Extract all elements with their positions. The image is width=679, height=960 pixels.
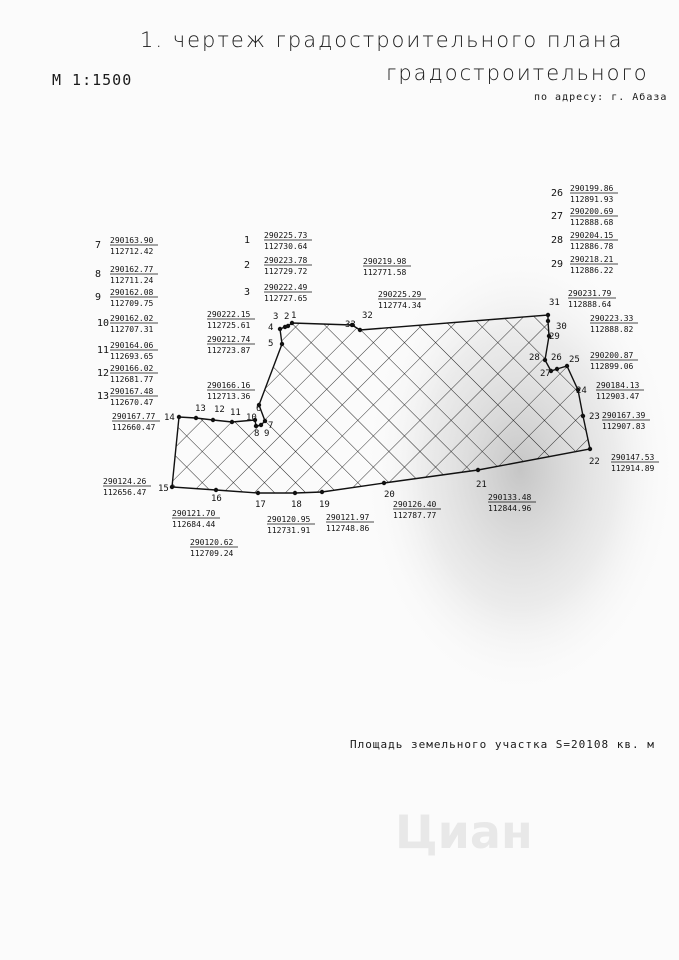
- vertex-point: [211, 418, 215, 422]
- vertex-point: [256, 491, 260, 495]
- coord-x: 290163.90: [110, 236, 154, 245]
- coord-y: 112713.36: [207, 392, 251, 401]
- vertex-number: 3: [273, 312, 279, 322]
- coord-x: 290167.77: [112, 412, 156, 421]
- vertex-point: [254, 424, 258, 428]
- coordinate-point-number: 13: [97, 391, 110, 402]
- coordinate-point-number: 8: [95, 269, 102, 280]
- vertex-number: 24: [576, 386, 587, 396]
- vertex-number: 9: [264, 429, 270, 439]
- vertex-number: 22: [589, 457, 600, 467]
- vertex-point: [283, 325, 287, 329]
- coord-y: 112709.24: [190, 549, 234, 558]
- coordinate-label: [207, 381, 255, 401]
- coordinate-point-number: 1: [244, 235, 251, 246]
- coordinate-point-number: 2: [244, 260, 251, 271]
- vertex-number: 1: [291, 311, 297, 321]
- coord-x: 290212.74: [207, 335, 251, 344]
- vertex-number: 13: [195, 404, 206, 414]
- coord-y: 112731.91: [267, 526, 311, 535]
- coord-x: 290184.13: [596, 381, 640, 390]
- coordinate-point-number: 9: [95, 292, 102, 303]
- vertex-point: [546, 313, 550, 317]
- coord-y: 112774.34: [378, 301, 422, 310]
- coordinate-point-number: 27: [551, 211, 564, 222]
- coordinate-label: [97, 364, 158, 384]
- vertex-number: 23: [589, 412, 600, 422]
- title-line-2: градостроительного: [386, 61, 649, 85]
- vertex-number: 33: [345, 320, 356, 330]
- vertex-number: 4: [268, 323, 274, 333]
- scale-label: М 1:1500: [52, 71, 133, 89]
- coord-y: 112888.82: [590, 325, 634, 334]
- vertex-point: [290, 321, 294, 325]
- coordinate-point-number: 10: [97, 318, 110, 329]
- coordinate-label: [244, 231, 312, 251]
- watermark-logo: Циан: [395, 805, 533, 859]
- coord-x: 290162.77: [110, 265, 154, 274]
- coordinate-point-number: 12: [97, 368, 110, 379]
- coord-x: 290225.29: [378, 290, 422, 299]
- vertex-number: 26: [551, 353, 562, 363]
- coordinate-label: [97, 314, 158, 334]
- coord-x: 290120.95: [267, 515, 311, 524]
- vertex-point: [320, 490, 324, 494]
- vertex-point: [293, 491, 297, 495]
- coord-x: 290126.40: [393, 500, 437, 509]
- vertex-number: 21: [476, 480, 487, 490]
- vertex-point: [581, 414, 585, 418]
- vertex-number: 30: [556, 322, 567, 332]
- coord-y: 112886.22: [570, 266, 614, 275]
- vertex-point: [280, 342, 284, 346]
- vertex-number: 7: [268, 421, 274, 431]
- coord-x: 290166.16: [207, 381, 251, 390]
- coord-x: 290121.97: [326, 513, 370, 522]
- coord-x: 290200.87: [590, 351, 634, 360]
- coord-x: 290222.15: [207, 310, 251, 319]
- coordinate-label: [95, 236, 158, 256]
- coord-x: 290200.69: [570, 207, 614, 216]
- coord-x: 290120.62: [190, 538, 234, 547]
- vertex-number: 14: [164, 413, 175, 423]
- coord-y: 112730.64: [264, 242, 308, 251]
- coord-x: 290223.78: [264, 256, 308, 265]
- vertex-number: 27: [540, 369, 551, 379]
- coord-x: 290167.39: [602, 411, 646, 420]
- coordinate-point-number: 3: [244, 287, 251, 298]
- coord-y: 112670.47: [110, 398, 154, 407]
- area-text: Площадь земельного участка S=20108 кв. м: [350, 738, 655, 751]
- coordinate-label: [95, 288, 158, 308]
- coordinate-point-number: 11: [97, 345, 110, 356]
- vertex-number: 10: [246, 413, 257, 423]
- vertex-point: [259, 423, 263, 427]
- vertex-number: 12: [214, 405, 225, 415]
- coord-y: 112712.42: [110, 247, 154, 256]
- vertex-point: [214, 488, 218, 492]
- coordinate-label: [103, 477, 151, 497]
- vertex-number: 19: [319, 500, 330, 510]
- vertex-number: 11: [230, 408, 241, 418]
- coord-y: 112886.78: [570, 242, 614, 251]
- coordinate-label: [363, 257, 411, 277]
- vertex-number: 18: [291, 500, 302, 510]
- vertex-point: [382, 481, 386, 485]
- address-label: по адресу: г. Абаза: [534, 92, 668, 103]
- vertex-number: 15: [158, 484, 169, 494]
- vertex-point: [546, 319, 550, 323]
- vertex-number: 2: [284, 312, 290, 322]
- coord-x: 290204.15: [570, 231, 614, 240]
- coord-x: 290162.08: [110, 288, 154, 297]
- coord-y: 112681.77: [110, 375, 154, 384]
- coord-x: 290225.73: [264, 231, 308, 240]
- coord-x: 290222.49: [264, 283, 308, 292]
- coord-y: 112660.47: [112, 423, 156, 432]
- vertex-point: [588, 447, 592, 451]
- vertex-number: 20: [384, 490, 395, 500]
- coordinate-point-number: 28: [551, 235, 564, 246]
- coordinate-label: [97, 387, 158, 407]
- coord-x: 290199.86: [570, 184, 614, 193]
- vertex-point: [358, 328, 362, 332]
- vertex-number: 32: [362, 311, 373, 321]
- coord-y: 112727.65: [264, 294, 308, 303]
- vertex-number: 25: [569, 355, 580, 365]
- coordinate-label: [112, 412, 160, 432]
- coordinate-label: [551, 207, 618, 227]
- title-line-1: 1. чертеж градостроительного плана: [140, 28, 624, 52]
- vertex-point: [543, 358, 547, 362]
- coord-y: 112771.58: [363, 268, 407, 277]
- coordinate-label: [172, 509, 220, 529]
- vertex-point: [177, 415, 181, 419]
- coord-x: 290147.53: [611, 453, 655, 462]
- coord-y: 112711.24: [110, 276, 154, 285]
- coord-x: 290167.48: [110, 387, 154, 396]
- coordinate-point-number: 7: [95, 240, 102, 251]
- coord-x: 290219.98: [363, 257, 407, 266]
- coord-x: 290133.48: [488, 493, 532, 502]
- coord-x: 290124.26: [103, 477, 147, 486]
- coord-y: 112888.68: [570, 218, 614, 227]
- vertex-number: 6: [256, 404, 262, 414]
- coord-y: 112684.44: [172, 520, 216, 529]
- vertex-point: [263, 419, 267, 423]
- coord-y: 112787.77: [393, 511, 437, 520]
- coord-x: 290218.21: [570, 255, 614, 264]
- coord-y: 112844.96: [488, 504, 532, 513]
- coordinate-label: [244, 256, 312, 276]
- coordinate-point-number: 26: [551, 188, 564, 199]
- coord-x: 290166.02: [110, 364, 154, 373]
- vertex-number: 28: [529, 353, 540, 363]
- vertex-number: 31: [549, 298, 560, 308]
- coordinate-label: [267, 515, 315, 535]
- vertex-point: [476, 468, 480, 472]
- coord-y: 112707.31: [110, 325, 154, 334]
- vertex-point: [555, 367, 559, 371]
- coord-y: 112709.75: [110, 299, 154, 308]
- coord-x: 290162.02: [110, 314, 154, 323]
- coordinate-point-number: 29: [551, 259, 564, 270]
- vertex-point: [170, 485, 174, 489]
- coord-y: 112729.72: [264, 267, 308, 276]
- coord-y: 112891.93: [570, 195, 614, 204]
- coordinate-label: [95, 265, 158, 285]
- coord-y: 112723.87: [207, 346, 251, 355]
- vertex-point: [278, 327, 282, 331]
- coord-x: 290121.70: [172, 509, 216, 518]
- coord-y: 112693.65: [110, 352, 154, 361]
- coordinate-label: [97, 341, 158, 361]
- vertex-point: [230, 420, 234, 424]
- coordinate-label: [190, 538, 238, 558]
- vertex-number: 29: [549, 332, 560, 342]
- coordinate-label: [244, 283, 312, 303]
- coord-y: 112899.06: [590, 362, 634, 371]
- coord-y: 112656.47: [103, 488, 147, 497]
- coordinate-label: [551, 184, 618, 204]
- coordinate-label: [207, 335, 255, 355]
- vertex-number: 17: [255, 500, 266, 510]
- coord-x: 290223.33: [590, 314, 634, 323]
- vertex-number: 16: [211, 494, 222, 504]
- coord-y: 112888.64: [568, 300, 612, 309]
- vertex-point: [194, 416, 198, 420]
- coordinate-label: [207, 310, 255, 330]
- coord-y: 112725.61: [207, 321, 251, 330]
- vertex-number: 5: [268, 339, 274, 349]
- coord-x: 290164.06: [110, 341, 154, 350]
- coord-x: 290231.79: [568, 289, 612, 298]
- coord-y: 112748.86: [326, 524, 370, 533]
- coord-y: 112903.47: [596, 392, 640, 401]
- vertex-number: 8: [254, 429, 260, 439]
- coord-y: 112914.89: [611, 464, 655, 473]
- coord-y: 112907.83: [602, 422, 646, 431]
